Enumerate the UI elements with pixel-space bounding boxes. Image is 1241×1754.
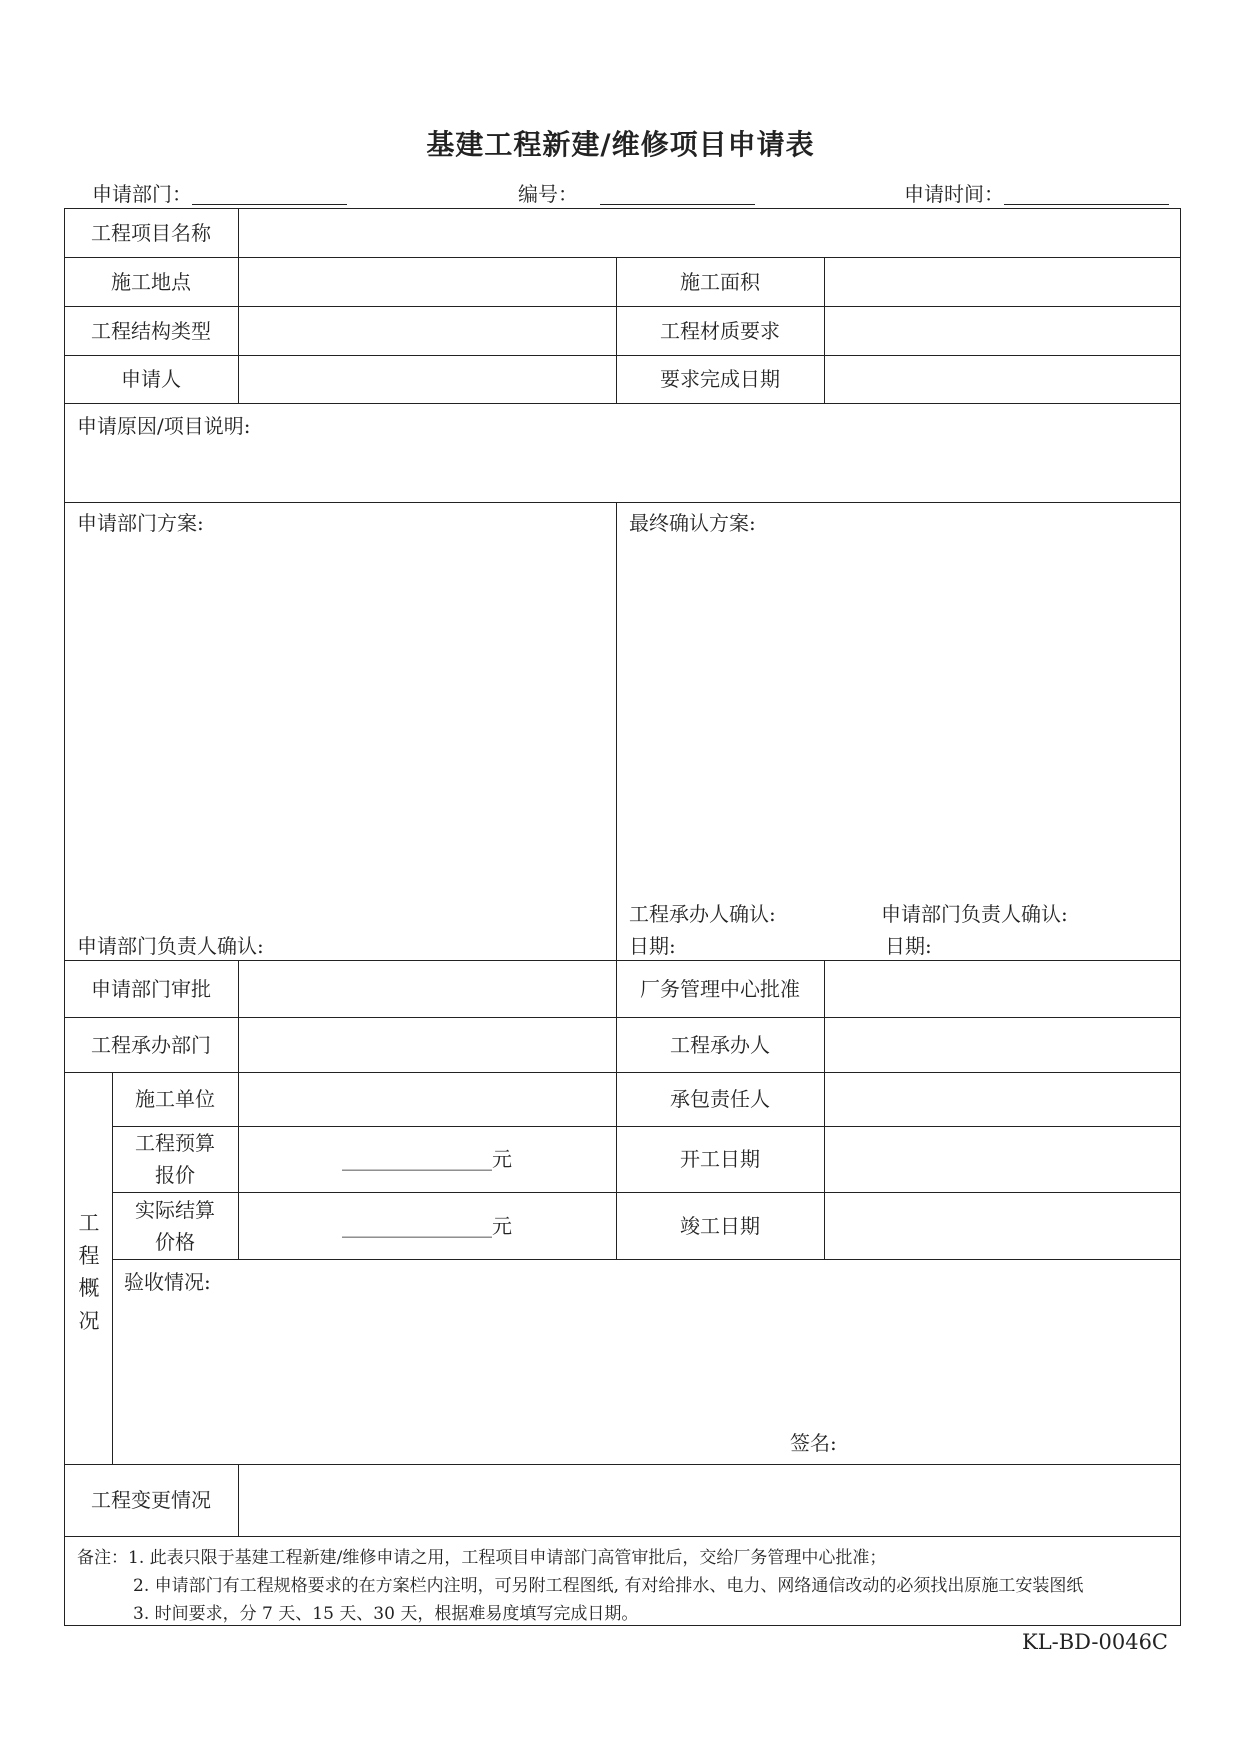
actual-label [112, 1192, 238, 1259]
contractor-field[interactable] [238, 1072, 616, 1126]
number-input-line[interactable] [600, 203, 755, 205]
project-name-field[interactable] [238, 208, 1181, 257]
start-date-label: 开工日期 [680, 1147, 760, 1171]
contract-leader-field[interactable] [824, 1072, 1181, 1126]
header-time [904, 178, 1169, 207]
project-name-label: 工程项目名称 [91, 220, 211, 245]
material-req-field[interactable] [824, 306, 1181, 355]
final-plan-label: 最终确认方案: [629, 511, 756, 535]
site-label: 施工地点 [111, 269, 191, 294]
note-line-1: 备注：1. 此表只限于基建工程新建/维修申请之用，工程项目申请部门高管审批后，交给厂务管理中心批准； [77, 1548, 887, 1568]
handler-confirm-label: 工程承办人确认: [629, 902, 776, 926]
site-field[interactable] [238, 257, 616, 306]
handler-field[interactable] [824, 1017, 1181, 1072]
structure-type-label: 工程结构类型 [91, 318, 211, 343]
note-line-3: 3. 时间要求，分 7 天、15 天、30 天，根据难易度填写完成日期。 [133, 1604, 639, 1624]
area-label: 施工面积 [680, 269, 760, 294]
handling-dept-field[interactable] [238, 1017, 616, 1072]
actual-label-line1: 实际结算 [135, 1197, 215, 1222]
dept-plan-label: 申请部门方案: [77, 511, 204, 535]
budget-label-line1: 工程预算 [135, 1131, 215, 1155]
deadline-label: 要求完成日期 [660, 367, 780, 391]
date1-label: 日期: [629, 934, 676, 958]
area-field[interactable] [824, 257, 1181, 306]
dept-head-confirm-label: 申请部门负责人确认: [77, 934, 264, 958]
form-code: KL-BD-0046C [1022, 1630, 1168, 1654]
budget-field[interactable] [238, 1126, 616, 1192]
dept-input-line[interactable] [192, 203, 347, 205]
overview-label: 工 程 概 况 [78, 1211, 100, 1333]
material-req-label: 工程材质要求 [660, 318, 780, 343]
applicant-label: 申请人 [121, 367, 181, 391]
time-label: 申请时间： [904, 182, 1004, 206]
finish-date-label: 竣工日期 [680, 1213, 760, 1238]
applicant-field[interactable] [238, 355, 616, 403]
center-approval-field[interactable] [824, 960, 1181, 1017]
dept-approval-label: 申请部门审批 [91, 976, 211, 1001]
budget-label-line2: 报价 [155, 1163, 195, 1187]
actual-field[interactable] [238, 1192, 616, 1259]
note-line-2: 2. 申请部门有工程规格要求的在方案栏内注明，可另附工程图纸, 有对给排水、电力、网络通信改动的必须找出原施工安装图纸 [133, 1576, 1084, 1596]
dept-approval-field[interactable] [238, 960, 616, 1017]
reason-label: 申请原因/项目说明: [77, 414, 251, 438]
contract-leader-label: 承包责任人 [670, 1087, 770, 1111]
dept-head-confirm2-label: 申请部门负责人确认: [881, 902, 1068, 926]
contractor-label: 施工单位 [135, 1087, 215, 1111]
start-date-field[interactable] [824, 1126, 1181, 1192]
actual-label-line2: 价格 [155, 1229, 195, 1254]
deadline-field[interactable] [824, 355, 1181, 403]
change-label: 工程变更情况 [91, 1488, 211, 1512]
actual-money-blank: _______________元 [342, 1213, 512, 1238]
dept-label: 申请部门： [92, 182, 192, 206]
center-approval-label: 厂务管理中心批准 [640, 976, 800, 1001]
acceptance-label: 验收情况: [124, 1270, 211, 1294]
header-dept [92, 178, 347, 207]
number-label: 编号： [518, 182, 578, 206]
time-input-line[interactable] [1004, 203, 1169, 205]
date2-label: 日期: [885, 934, 932, 958]
change-field[interactable] [238, 1464, 1181, 1536]
handler-label: 工程承办人 [670, 1032, 770, 1057]
header-number [518, 178, 755, 207]
budget-money-blank: _______________元 [342, 1147, 512, 1171]
budget-label [112, 1126, 238, 1192]
signature-label: 签名: [790, 1431, 837, 1455]
structure-type-field[interactable] [238, 306, 616, 355]
form-title: 基建工程新建/维修项目申请表 [426, 128, 815, 161]
handling-dept-label: 工程承办部门 [91, 1032, 211, 1057]
finish-date-field[interactable] [824, 1192, 1181, 1259]
